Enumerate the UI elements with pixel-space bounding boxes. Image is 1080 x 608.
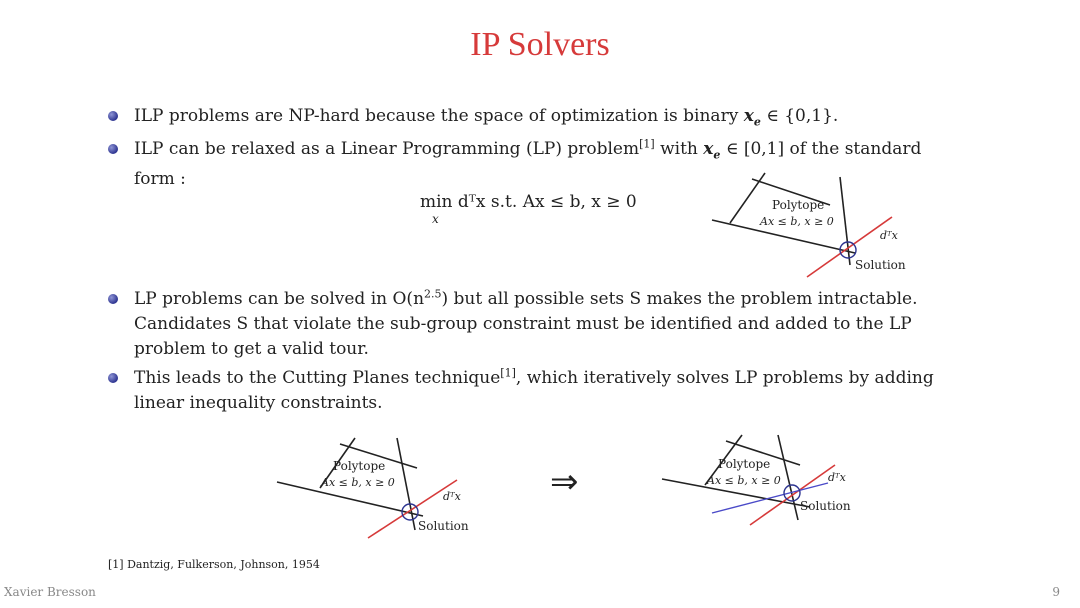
objective-label: dᵀx (443, 490, 461, 503)
author-name: Xavier Bresson (4, 585, 96, 599)
bullet-dot-icon (108, 111, 118, 121)
lp-formula (420, 192, 637, 226)
bullet-4-line1b: , which iteratively solves LP problems by adding (515, 368, 934, 388)
polytope-diagram-left (265, 430, 495, 550)
solution-label: Solution (855, 258, 906, 272)
polytope-diagram-cut (650, 425, 880, 545)
bullet-3-sup: 2.5 (424, 287, 442, 301)
bullet-1-post: ∈ {0,1}. (760, 106, 839, 126)
solution-label: Solution (800, 499, 851, 513)
constraint-label: Ax ≤ b, x ≥ 0 (707, 474, 781, 487)
bullet-dot-icon (108, 294, 118, 304)
bullet-dot-icon (108, 144, 118, 154)
bullet-3-line1: LP problems can be solved in O(n (134, 289, 425, 309)
polytope-label: Polytope (333, 459, 386, 473)
bullet-2-line2: form : (134, 169, 186, 190)
bullet-2-math: x (703, 139, 714, 159)
lp-formula-main: min dᵀx s.t. Ax ≤ b, x ≥ 0 (420, 192, 637, 212)
polytope-diagram-top (700, 165, 930, 285)
bullet-2-text: ILP can be relaxed as a Linear Programming (LP) problem (134, 139, 640, 159)
solution-label: Solution (418, 519, 469, 533)
bullet-4-line1: This leads to the Cutting Planes technique (134, 368, 501, 388)
bullet-4-line2: linear inequality constraints. (134, 393, 383, 413)
bullet-2-post: ∈ [0,1] of the standard (720, 139, 922, 159)
bullet-1-math: x (743, 106, 754, 126)
implies-arrow-icon: ⇒ (550, 462, 579, 502)
constraint-label: Ax ≤ b, x ≥ 0 (760, 215, 834, 228)
objective-label: dᵀx (880, 229, 898, 242)
bullet-4-ref: [1] (500, 366, 516, 380)
bullet-dot-icon (108, 373, 118, 383)
bullet-1-math-sub: e (753, 115, 761, 129)
bullet-3-line3: problem to get a valid tour. (134, 339, 369, 359)
constraint-label: Ax ≤ b, x ≥ 0 (321, 476, 395, 489)
polytope-label: Polytope (718, 457, 771, 471)
lp-formula-under: x (432, 212, 439, 226)
objective-label: dᵀx (828, 471, 846, 484)
bullet-2-mid: with (654, 139, 704, 159)
bullet-2-math-sub: e (713, 148, 721, 162)
bullet-2-ref: [1] (639, 137, 655, 151)
bullet-1-text: ILP problems are NP-hard because the space of optimization is binary (134, 106, 744, 126)
page-number: 9 (1052, 585, 1060, 599)
footnote: [1] Dantzig, Fulkerson, Johnson, 1954 (108, 558, 320, 571)
bullet-3-line2: Candidates S that violate the sub-group constraint must be identified and added to the LP (134, 314, 912, 334)
slide-title: IP Solvers (470, 26, 610, 63)
bullet-3-line1b: ) but all possible sets S makes the problem intractable. (441, 289, 918, 309)
polytope-label: Polytope (772, 198, 825, 212)
